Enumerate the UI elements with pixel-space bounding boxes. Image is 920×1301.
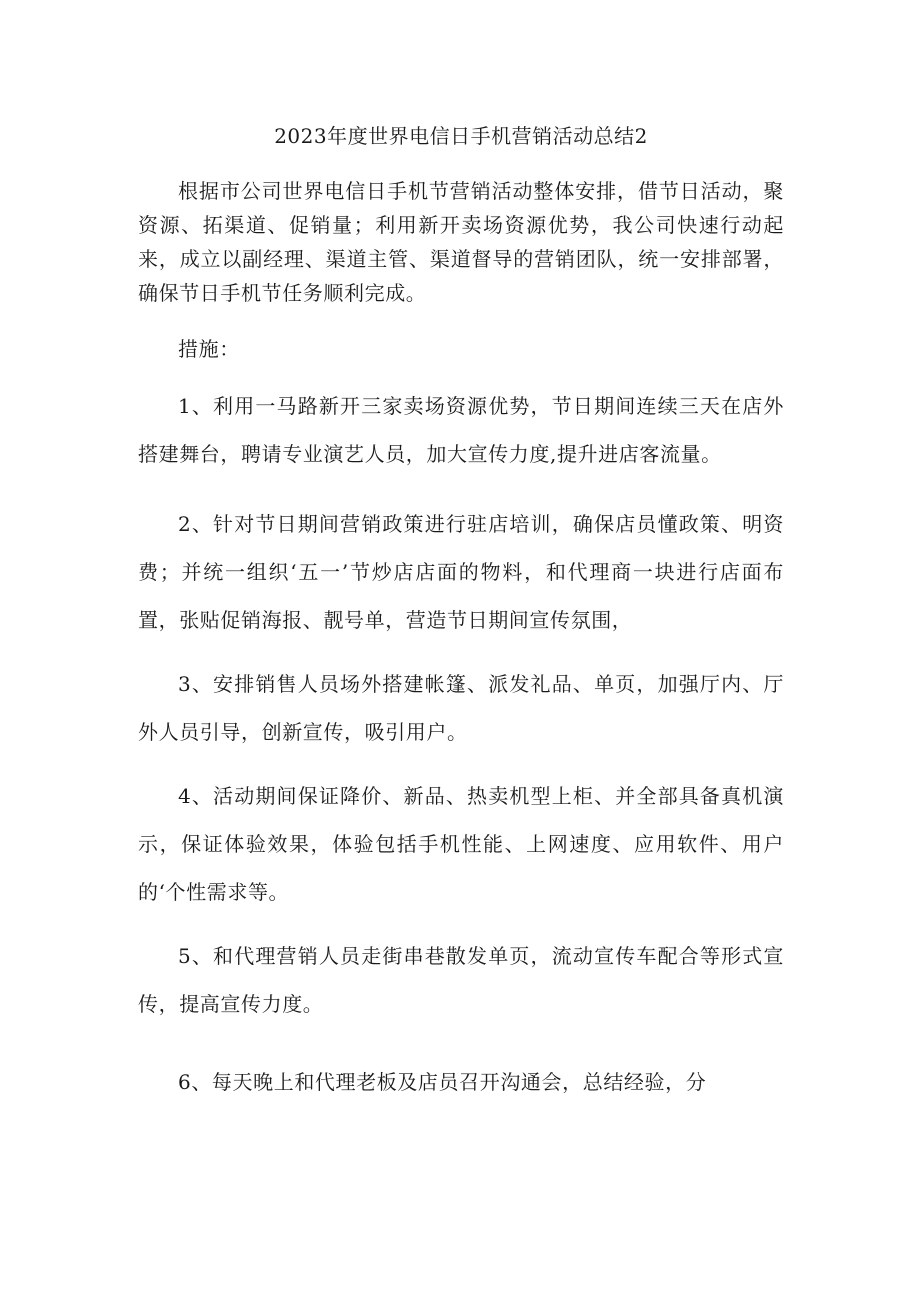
measure-item-1: 1、利用一马路新开三家卖场资源优势，节日期间连续三天在店外搭建舞台，聘请专业演艺人员，加大宣传力度,提升进店客流量。	[138, 394, 784, 466]
measure-item-2: 2、针对节日期间营销政策进行驻店培训，确保店员懂政策、明资费；并统一组织‘五一’节炒店店面的物料，和代理商一块进行店面布置，张贴促销海报、靓号单，营造节日期间宣传氛围，	[138, 512, 784, 632]
measures-heading: 措施：	[178, 337, 240, 361]
measure-item-5: 5、和代理营销人员走街串巷散发单页，流动宣传车配合等形式宣传，提高宣传力度。	[138, 944, 784, 1016]
intro-paragraph: 根据市公司世界电信日手机节营销活动整体安排，借节日活动，聚资源、拓渠道、促销量；利用新开卖场资源优势，我公司快速行动起来，成立以副经理、渠道主管、渠道督导的营销团队，统一安排部署，确保节日手机节任务顺利完成。	[138, 179, 784, 305]
measure-item-6: 6、每天晚上和代理老板及店员召开沟通会，总结经验，分	[178, 1070, 707, 1094]
document-title: 2023年度世界电信日手机营销活动总结2	[274, 124, 648, 148]
measure-item-4: 4、活动期间保证降价、新品、热卖机型上柜、并全部具备真机演示，保证体验效果，体验包括手机性能、上网速度、应用软件、用户的‘个性需求等。	[138, 784, 784, 904]
measure-item-3: 3、安排销售人员场外搭建帐篷、派发礼品、单页，加强厅内、厅外人员引导，创新宣传，吸引用户。	[138, 672, 784, 744]
